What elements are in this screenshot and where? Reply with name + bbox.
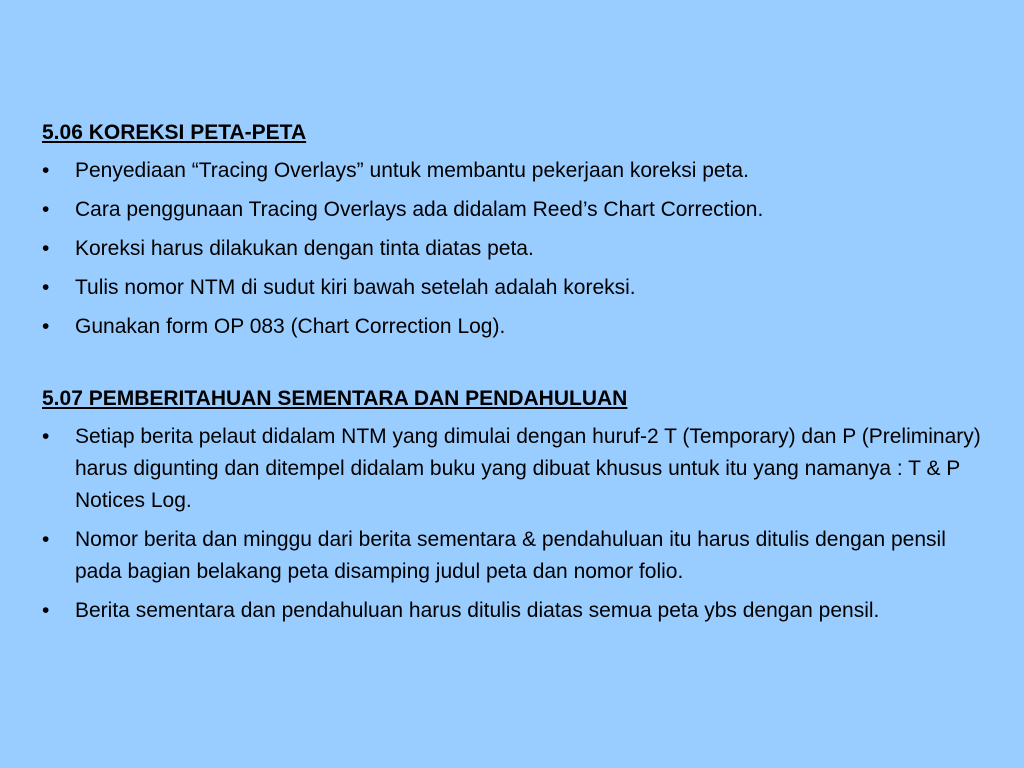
list-item-text: Penyediaan “Tracing Overlays” untuk membantu pekerjaan koreksi peta. — [75, 159, 749, 182]
list-item-text: Nomor berita dan minggu dari berita sementara & pendahuluan itu harus ditulis dengan pensil pada bagian belakang peta disamping judul peta dan nomor folio. — [75, 528, 946, 583]
bullet-icon: • — [42, 425, 50, 448]
list-item — [42, 595, 984, 627]
list-item — [42, 233, 984, 265]
bullet-icon: • — [42, 315, 50, 338]
section-heading: 5.07 PEMBERITAHUAN SEMENTARA DAN PENDAHULUAN — [42, 387, 628, 410]
list-item — [42, 524, 984, 588]
section-heading: 5.06 KOREKSI PETA-PETA — [42, 121, 307, 144]
bullet-icon: • — [42, 198, 50, 221]
list-item — [42, 421, 984, 517]
list-item-text: Tulis nomor NTM di sudut kiri bawah setelah adalah koreksi. — [75, 276, 636, 299]
section-pemberitahuan — [42, 384, 984, 627]
list-item — [42, 155, 984, 187]
bullet-list — [42, 155, 984, 343]
list-item-text: Gunakan form OP 083 (Chart Correction Log). — [75, 315, 506, 338]
bullet-list — [42, 421, 984, 627]
list-item-text: Berita sementara dan pendahuluan harus ditulis diatas semua peta ybs dengan pensil. — [75, 599, 880, 622]
section-koreksi-peta — [42, 118, 984, 343]
bullet-icon: • — [42, 237, 50, 260]
bullet-icon: • — [42, 528, 50, 551]
list-item — [42, 311, 984, 343]
list-item-text: Koreksi harus dilakukan dengan tinta diatas peta. — [75, 237, 534, 260]
list-item-text: Cara penggunaan Tracing Overlays ada didalam Reed’s Chart Correction. — [75, 198, 764, 221]
bullet-icon: • — [42, 599, 50, 622]
bullet-icon: • — [42, 159, 50, 182]
list-item-text: Setiap berita pelaut didalam NTM yang dimulai dengan huruf-2 T (Temporary) dan P (Preliminary) harus digunting dan ditempel didalam buku yang dibuat khusus untuk itu yang namanya : T & P Notices Log. — [75, 425, 981, 512]
bullet-icon: • — [42, 276, 50, 299]
list-item — [42, 272, 984, 304]
list-item — [42, 194, 984, 226]
